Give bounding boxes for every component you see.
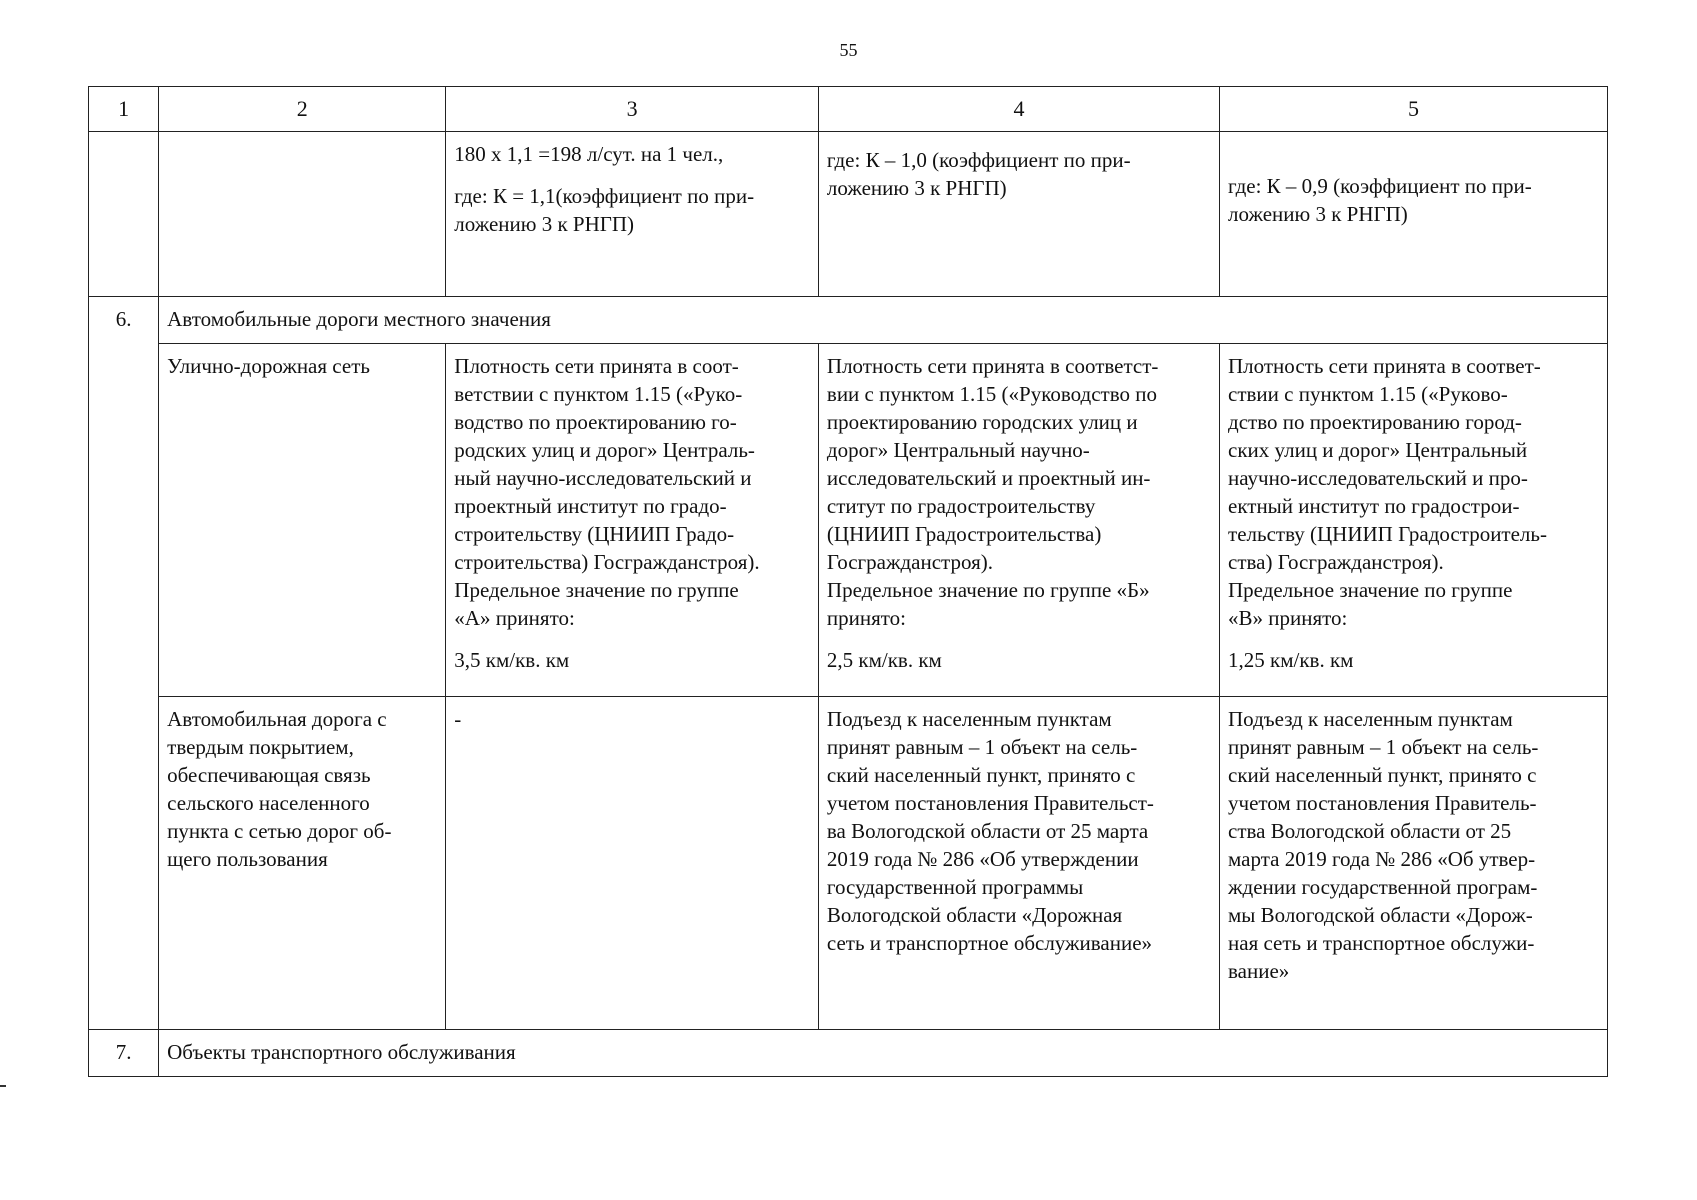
norm-coef-a: где: К = 1,1(коэффициент по при- ложению 3 к РНГП) [454, 184, 755, 236]
cell-empty-num [89, 132, 159, 297]
table-row-highway [89, 697, 1608, 1030]
road-network-text-b: Плотность сети принята в соответст- вии с пунктом 1.15 («Руководство по проектированию городских улиц и дорог» Центральный научно- исследовательский и проектный ин- ститут по градостроительству (ЦНИИП Градостроительства) Госгражданстроя). Предельное значение по группе «Б» принято: [826, 354, 1159, 630]
road-network-value-a: 3,5 км/кв. км [454, 648, 570, 672]
header-col-5: 5 [1220, 87, 1608, 132]
cell-norm-group-b: где: К – 1,0 (коэффициент по при- ложению 3 к РНГП) [818, 132, 1219, 297]
highway-name: Автомобильная дорога с твердым покрытием, обеспечивающая связь сельского населенного пункта с сетью дорог об- щего пользования [159, 697, 446, 1030]
page-number: 55 [839, 40, 858, 60]
section-title-6: Автомобильные дороги местного значения [159, 297, 1608, 344]
section-number-7: 7. [89, 1030, 159, 1077]
road-network-text-c: Плотность сети принята в соответ- ствии с пунктом 1.15 («Руково- дство по проектированию город- ских улиц и дорог» Центральный научно-исследовательский и про- ектный институт по градострои- тельству (ЦНИИП Градостроитель- ства) Госгражданстроя). Предельное значение по группе «В» принято: [1228, 354, 1547, 630]
road-network-value-b: 2,5 км/кв. км [826, 648, 942, 672]
road-network-text-a: Плотность сети принята в соот- ветствии с пунктом 1.15 («Руко- водство по проектированию го- родских улиц и дорог» Централь- ный научно-исследовательский и проектный институт по градо- строительству (ЦНИИП Градо- строительства) Госгражданстроя). Предельное значение по группе «А» принято: [454, 354, 760, 630]
norms-table [88, 86, 1608, 1077]
spacer [454, 168, 810, 182]
norm-value-a: 180 х 1,1 =198 л/сут. на 1 чел., [454, 142, 724, 166]
spacer [1228, 632, 1599, 646]
road-network-group-c [1220, 344, 1608, 697]
highway-group-c: Подъезд к населенным пунктам принят равным – 1 объект на сель- ский населенный пункт, принято с учетом постановления Правитель- ства Вологодской области от 25 марта 2019 года № 286 «Об утвер- ждении государственной програм- мы Вологодской области «Дорож- ная сеть и транспортное обслужи- вание» [1220, 697, 1608, 1030]
cell-empty-name [159, 132, 446, 297]
road-network-group-b [818, 344, 1219, 697]
section-row-6 [89, 297, 1608, 344]
header-row [89, 87, 1608, 132]
table-row-norms [89, 132, 1608, 297]
header-col-1: 1 [89, 87, 159, 132]
spacer [827, 632, 1211, 646]
road-network-name: Улично-дорожная сеть [159, 344, 446, 697]
road-network-value-c: 1,25 км/кв. км [1228, 648, 1354, 672]
highway-group-b: Подъезд к населенным пунктам принят равным – 1 объект на сель- ский населенный пункт, принято с учетом постановления Правительст- ва Вологодской области от 25 марта 2019 года № 286 «Об утверждении государственной программы Вологодской области «Дорожная сеть и транспортное обслуживание» [818, 697, 1219, 1030]
header-col-3: 3 [446, 87, 819, 132]
section-title-7: Объекты транспортного обслуживания [159, 1030, 1608, 1077]
header-col-4: 4 [818, 87, 1219, 132]
scan-edge-mark [0, 1085, 6, 1087]
cell-norm-group-a [446, 132, 819, 297]
highway-group-a: - [446, 697, 819, 1030]
cell-norm-group-c: где: К – 0,9 (коэффициент по при- ложению 3 к РНГП) [1220, 132, 1608, 297]
header-col-2: 2 [159, 87, 446, 132]
section-row-7 [89, 1030, 1608, 1077]
road-network-group-a [446, 344, 819, 697]
spacer [454, 632, 810, 646]
section-number-6: 6. [89, 297, 159, 1030]
table-row-road-network [89, 344, 1608, 697]
